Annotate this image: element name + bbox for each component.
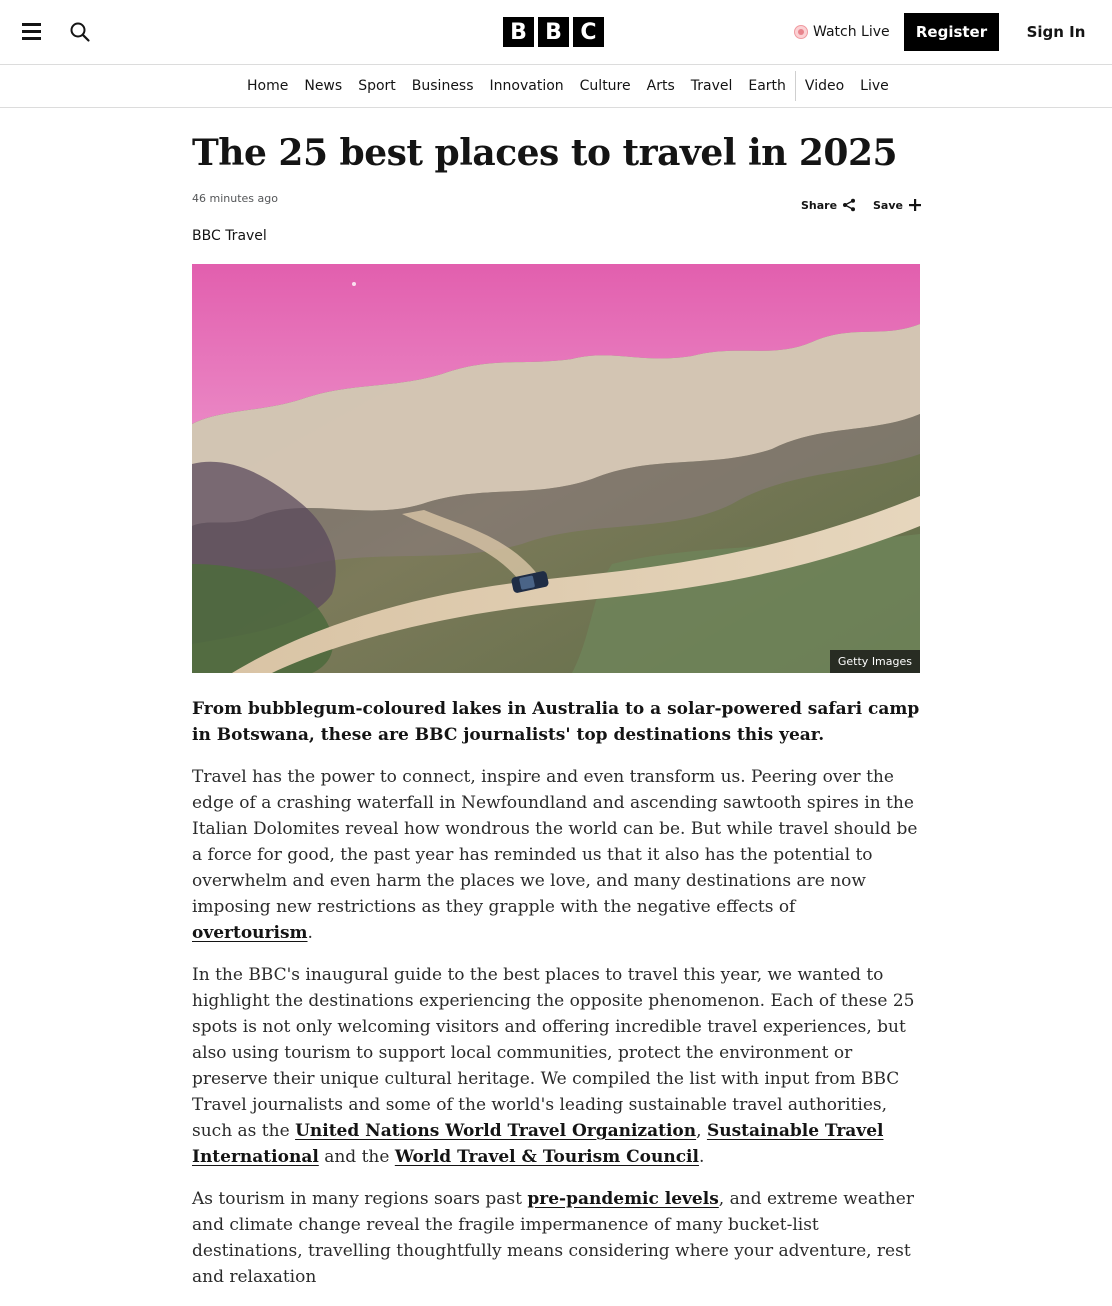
- wttc-link[interactable]: World Travel & Tourism Council: [394, 1147, 699, 1167]
- overtourism-link[interactable]: overtourism: [192, 923, 308, 943]
- share-icon: [842, 198, 856, 212]
- main-nav: [0, 65, 1112, 108]
- nav-item-innovation[interactable]: Innovation: [489, 78, 564, 94]
- article-lede: From bubblegum-coloured lakes in Australia to a solar-powered safari camp in Botswana, these are BBC journalists' top destinations this year.: [192, 699, 920, 745]
- hero-image: [192, 264, 920, 673]
- nav-item-culture[interactable]: Culture: [579, 78, 631, 94]
- paragraph-text: .: [698, 1147, 705, 1167]
- nav-item-arts[interactable]: Arts: [646, 78, 675, 94]
- article-byline: BBC Travel: [192, 228, 267, 244]
- watch-live-label: Watch Live: [813, 24, 890, 40]
- aerial-lake-image: [192, 264, 920, 673]
- share-label: Share: [801, 198, 838, 212]
- sign-in-button[interactable]: Sign In: [1026, 23, 1086, 41]
- save-label: Save: [873, 198, 903, 212]
- paragraph-text: and the: [318, 1147, 395, 1167]
- paragraph-3: [192, 1186, 920, 1290]
- register-button[interactable]: Register: [904, 13, 999, 51]
- bbc-logo[interactable]: [503, 17, 604, 47]
- nav-divider: [795, 71, 796, 101]
- article-body: [192, 696, 920, 1306]
- search-icon[interactable]: [67, 19, 93, 45]
- plus-icon: [909, 199, 921, 211]
- paragraph-text: As tourism in many regions soars past: [192, 1189, 528, 1209]
- paragraph-text: .: [307, 923, 313, 943]
- live-indicator-icon: [794, 25, 808, 39]
- nav-item-home[interactable]: Home: [247, 78, 289, 94]
- nav-item-sport[interactable]: Sport: [358, 78, 396, 94]
- article-headline: The 25 best places to travel in 2025: [192, 132, 898, 174]
- nav-item-business[interactable]: Business: [411, 78, 474, 94]
- paragraph-text: , and extreme weather and climate change reveal the fragile impermanence of many bucket-list destinations, travelling thoughtfully means considering where your adventure, rest and relaxation: [192, 1189, 914, 1287]
- sustainable-travel-international-link[interactable]: Sustainable Travel International: [192, 1121, 884, 1167]
- paragraph-text: ,: [696, 1121, 707, 1141]
- image-credit: Getty Images: [830, 650, 920, 673]
- watch-live-link[interactable]: [794, 21, 890, 43]
- paragraph-2: [192, 962, 920, 1170]
- unwto-link[interactable]: United Nations World Travel Organization: [295, 1121, 697, 1141]
- nav-item-live[interactable]: Live: [860, 78, 889, 94]
- nav-item-news[interactable]: News: [304, 78, 343, 94]
- top-header: [0, 0, 1112, 65]
- paragraph-text: Travel has the power to connect, inspire and even transform us. Peering over the edge of a crashing waterfall in Newfoundland and ascending sawtooth spires in the Italian Dolomites reveal how wondrous the world can be. But while travel should be a force for good, the past year has reminded us that it also has the potential to overwhelm and even harm the places we love, and many destinations are now imposing new restrictions as they grapple with the negative effects of: [192, 767, 918, 917]
- logo-letter: B: [538, 17, 569, 47]
- menu-icon[interactable]: [20, 20, 44, 44]
- article-timestamp: 46 minutes ago: [192, 192, 278, 205]
- save-button[interactable]: [873, 196, 921, 214]
- paragraph-1: [192, 764, 920, 946]
- logo-letter: B: [503, 17, 534, 47]
- nav-item-travel[interactable]: Travel: [690, 78, 733, 94]
- paragraph-text: In the BBC's inaugural guide to the best places to travel this year, we wanted to highlight the destinations experiencing the opposite phenomenon. Each of these 25 spots is not only welcoming visitors and offering incredible travel experiences, but also using tourism to support local communities, protect the environment or preserve their unique cultural heritage. We compiled the list with input from BBC Travel journalists and some of the world's leading sustainable travel authorities, such as the: [192, 965, 915, 1141]
- logo-letter: C: [573, 17, 604, 47]
- nav-item-video[interactable]: Video: [804, 78, 845, 94]
- share-button[interactable]: [801, 196, 856, 214]
- nav-item-earth[interactable]: Earth: [748, 78, 786, 94]
- pre-pandemic-levels-link[interactable]: pre-pandemic levels: [527, 1189, 719, 1209]
